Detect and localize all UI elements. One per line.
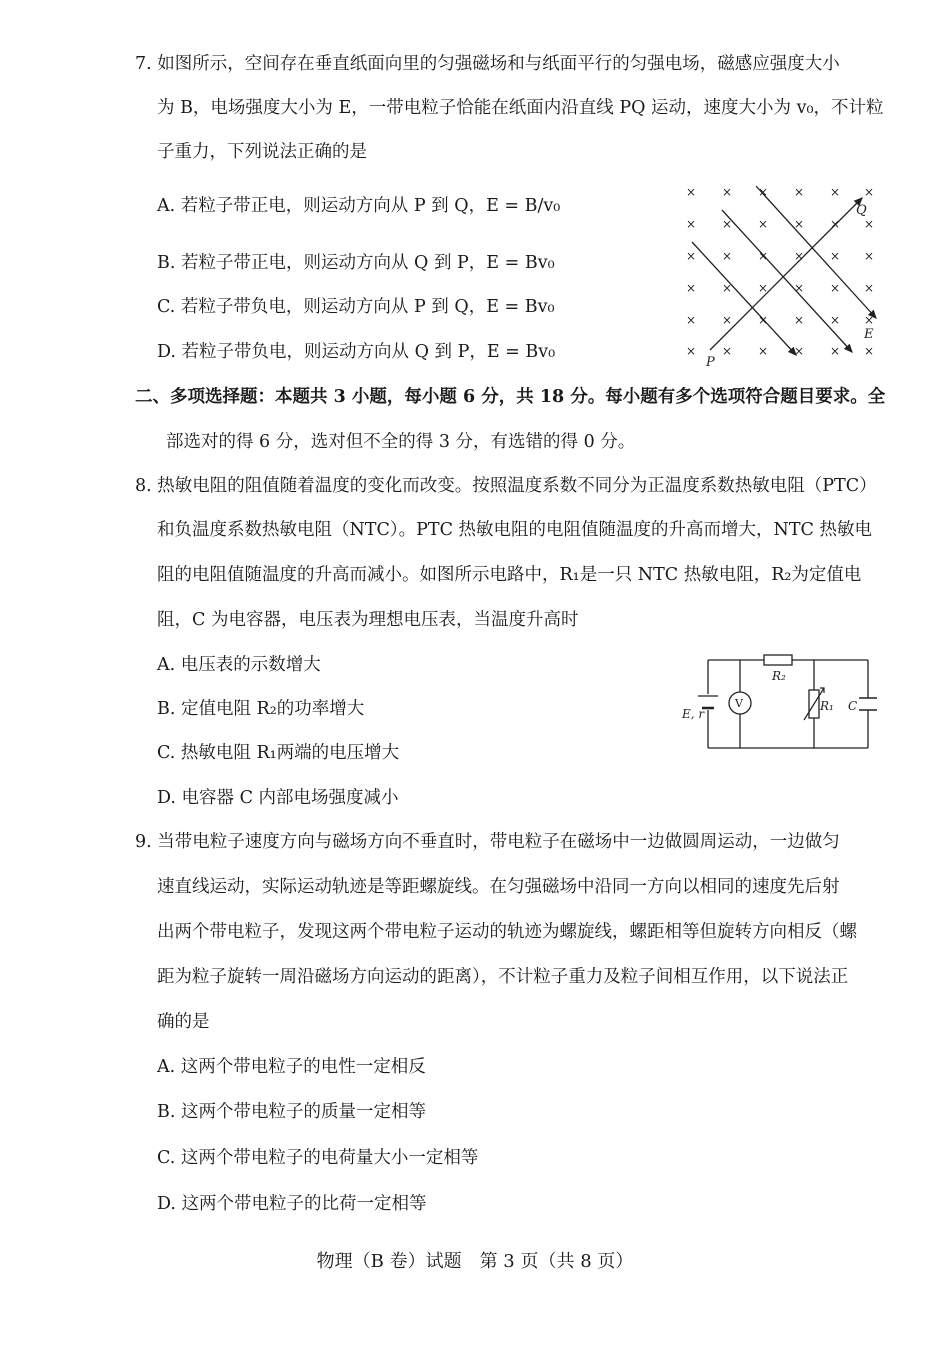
q8-option-c: C. 热敏电阻 R₁两端的电压增大 [157,743,400,763]
svg-text:×: × [864,313,875,327]
label-p: P [706,355,715,370]
svg-text:×: × [864,185,875,199]
q8-stem-line-2: 和负温度系数热敏电阻（NTC）。PTC 热敏电阻的电阻值随温度的升高而增大，NTC 热敏电 [157,520,872,540]
q7-option-c: C. 若粒子带负电，则运动方向从 P 到 Q，E = Bv₀ [157,297,555,317]
svg-text:×: × [722,185,733,199]
q7-option-b: B. 若粒子带正电，则运动方向从 Q 到 P，E = Bv₀ [157,253,555,273]
q8-option-b: B. 定值电阻 R₂的功率增大 [157,699,365,719]
svg-text:×: × [722,313,733,327]
svg-text:×: × [830,281,841,295]
q7-field-figure [676,180,886,370]
svg-text:×: × [722,217,733,231]
q7-stem-line-2: 为 B，电场强度大小为 E，一带电粒子恰能在纸面内沿直线 PQ 运动，速度大小为 v₀，不计粒 [157,98,884,118]
svg-text:×: × [722,344,733,358]
q9-stem-line-1: 9. 当带电粒子速度方向与磁场方向不垂直时，带电粒子在磁场中一边做圆周运动，一边做匀 [135,832,840,852]
q8-circuit-diagram [680,650,880,756]
label-e: E [864,327,874,342]
svg-text:×: × [722,281,733,295]
svg-text:×: × [722,249,733,263]
q9-stem-line-5: 确的是 [157,1012,210,1032]
capacitor-label: C [848,699,858,713]
q9-option-c: C. 这两个带电粒子的电荷量大小一定相等 [157,1148,479,1168]
svg-text:×: × [758,344,769,358]
svg-text:×: × [686,249,697,263]
svg-text:×: × [686,281,697,295]
q9-option-b: B. 这两个带电粒子的质量一定相等 [157,1102,426,1122]
q8-option-d: D. 电容器 C 内部电场强度减小 [157,788,399,808]
svg-text:×: × [830,185,841,199]
svg-text:×: × [794,281,805,295]
svg-text:×: × [864,249,875,263]
svg-text:×: × [686,313,697,327]
q8-stem-line-4: 阻，C 为电容器，电压表为理想电压表，当温度升高时 [157,610,579,630]
pq-trajectory-line [710,198,862,350]
q7-option-d: D. 若粒子带负电，则运动方向从 Q 到 P，E = Bv₀ [157,342,556,362]
q7-stem-line-3: 子重力，下列说法正确的是 [157,142,367,162]
svg-text:×: × [758,281,769,295]
svg-text:×: × [758,313,769,327]
q9-option-d: D. 这两个带电粒子的比荷一定相等 [157,1194,427,1214]
q8-stem-line-1: 8. 热敏电阻的阻值随着温度的变化而改变。按照温度系数不同分为正温度系数热敏电阻（PTC） [135,476,877,496]
q7-option-a: A. 若粒子带正电，则运动方向从 P 到 Q，E = B/v₀ [157,196,561,216]
svg-text:×: × [758,217,769,231]
capacitor-symbol [859,698,877,710]
svg-text:×: × [758,249,769,263]
section2-heading-line-1: 二、多项选择题：本题共 3 小题，每小题 6 分，共 18 分。每小题有多个选项符合题目要求。全 [135,387,886,407]
section2-heading-line-2: 部选对的得 6 分，选对但不全的得 3 分，有选错的得 0 分。 [166,432,636,452]
q8-stem-line-3: 阻的电阻值随温度的升高而减小。如图所示电路中，R₁是一只 NTC 热敏电阻，R₂为定值电 [157,565,862,585]
q7-stem-line-1: 7. 如图所示，空间存在垂直纸面向里的匀强磁场和与纸面平行的匀强电场，磁感应强度大小 [135,54,840,74]
svg-text:×: × [794,313,805,327]
voltmeter-label: V [735,697,743,710]
svg-text:×: × [758,185,769,199]
r2-label: R₂ [772,669,786,683]
q9-stem-line-3: 出两个带电粒子，发现这两个带电粒子运动的轨迹为螺旋线，螺距相等但旋转方向相反（螺 [157,922,857,942]
svg-text:×: × [830,249,841,263]
page-footer: 物理（B 卷）试题 第 3 页（共 8 页） [316,1251,634,1272]
svg-text:×: × [830,217,841,231]
label-q: Q [856,203,867,218]
q8-option-a: A. 电压表的示数增大 [157,655,321,675]
svg-text:×: × [830,344,841,358]
svg-text:×: × [864,281,875,295]
svg-text:×: × [794,249,805,263]
svg-text:×: × [794,344,805,358]
svg-text:×: × [794,217,805,231]
source-label: E, r [682,707,705,721]
r2-resistor [764,655,792,665]
magnetic-field-crosses [686,185,874,358]
q9-option-a: A. 这两个带电粒子的电性一定相反 [157,1057,426,1077]
svg-text:×: × [864,344,875,358]
q9-stem-line-2: 速直线运动，实际运动轨迹是等距螺旋线。在匀强磁场中沿同一方向以相同的速度先后射 [157,877,840,897]
svg-text:×: × [686,344,697,358]
svg-text:×: × [794,185,805,199]
svg-text:×: × [686,185,697,199]
svg-text:×: × [830,313,841,327]
r1-label: R₁ [820,699,834,713]
svg-text:×: × [864,217,875,231]
svg-text:×: × [686,217,697,231]
q9-stem-line-4: 距为粒子旋转一周沿磁场方向运动的距离），不计粒子重力及粒子间相互作用，以下说法正 [157,967,849,987]
